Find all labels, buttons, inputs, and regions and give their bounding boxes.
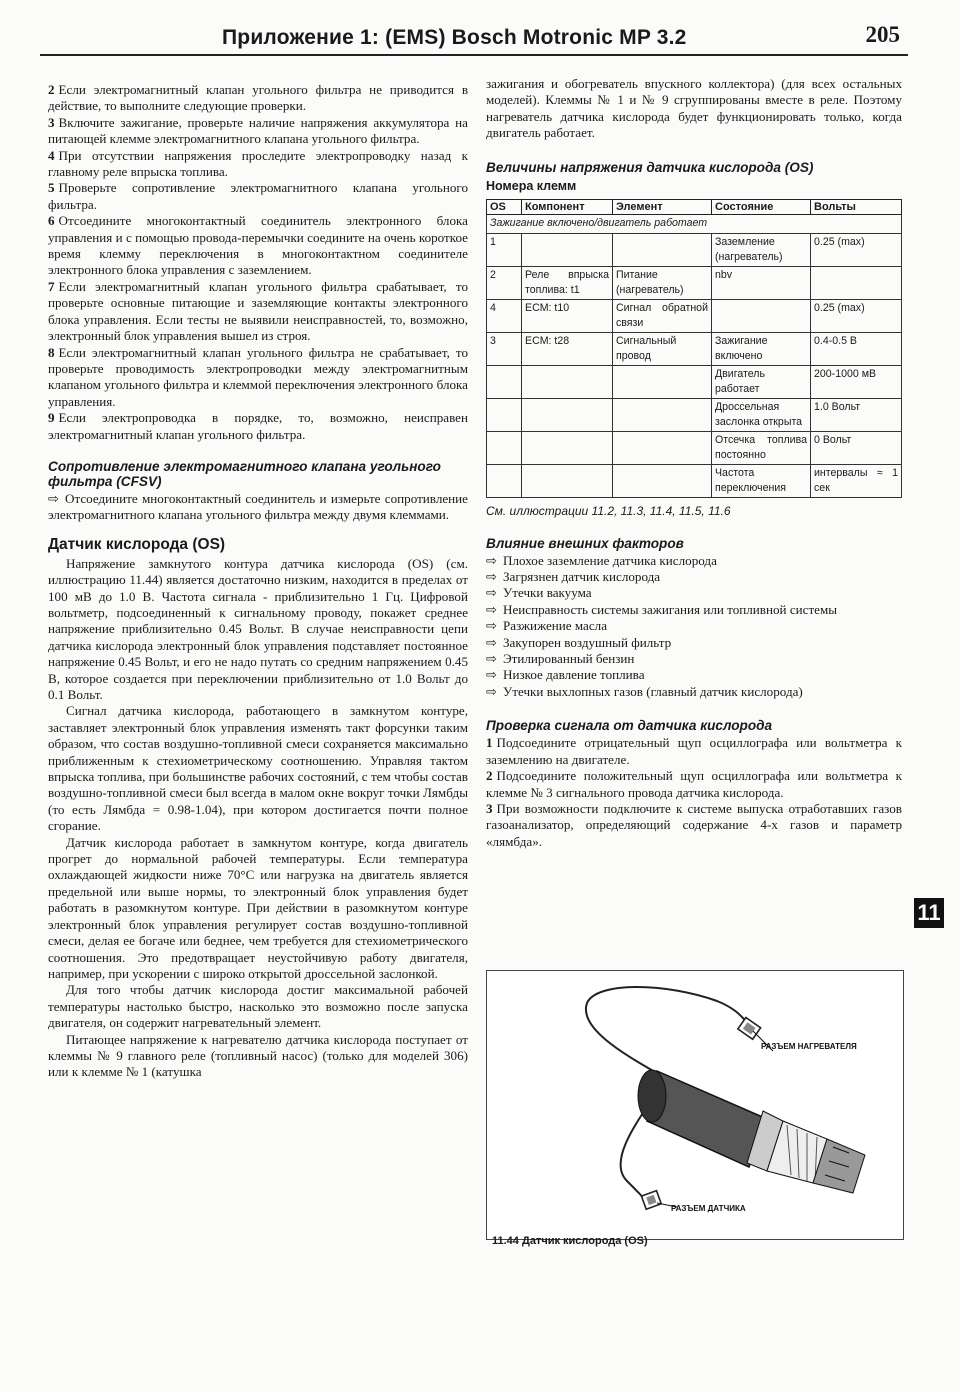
figure-caption: 11.44 Датчик кислорода (OS) bbox=[492, 1235, 648, 1247]
step-paragraph: 2 Если электромагнитный клапан угольного фильтра не приводится в действие, то выполните следующие проверки. bbox=[48, 82, 468, 114]
table-subheader-row bbox=[487, 214, 902, 233]
os-paragraph: Для того чтобы датчик кислорода достиг максимальной рабочей температуры настолько быстро, насколько это возможно после запуска двигателя, он содержит нагревательный элемент. bbox=[48, 982, 468, 1031]
table-cell: Сигнал обратной связи bbox=[613, 299, 712, 332]
table-cell: Питание (нагреватель) bbox=[613, 266, 712, 299]
table-cell: Реле впрыска топлива: t1 bbox=[522, 266, 613, 299]
table-cell: nbv bbox=[712, 266, 811, 299]
factor-item: ⇨ Неисправность системы зажигания или топливной системы bbox=[486, 601, 838, 617]
voltage-heading: Величины напряжения датчика кислорода (OS) bbox=[486, 159, 814, 175]
table-cell bbox=[522, 464, 613, 497]
factor-item: ⇨ Загрязнен датчик кислорода bbox=[486, 569, 661, 585]
table-cell: 3 bbox=[487, 332, 522, 365]
sensor-connector bbox=[641, 1191, 661, 1210]
factor-item: ⇨ Утечки выхлопных газов (главный датчик кислорода) bbox=[486, 683, 803, 699]
table-row bbox=[487, 365, 902, 398]
sensor-connector-label: РАЗЪЕМ ДАТЧИКА bbox=[671, 1204, 746, 1213]
table-cell bbox=[487, 431, 522, 464]
check-step: 1 Подсоедините отрицательный щуп осциллографа или вольтметра к заземлению на двигателе. bbox=[486, 735, 902, 767]
step-paragraph: 3 Включите зажигание, проверьте наличие напряжения аккумулятора на питающей клемме электромагнитного клапана угольного фильтра. bbox=[48, 114, 468, 147]
left-column bbox=[48, 82, 468, 1081]
arrow-right-icon: ⇨ bbox=[486, 601, 497, 617]
sensor-body bbox=[638, 1070, 865, 1193]
table-cell: ECM: t28 bbox=[522, 332, 613, 365]
table-cell: интервалы ≈ 1 сек bbox=[811, 464, 902, 497]
table-cell: 0.25 (max) bbox=[811, 233, 902, 266]
os-heading: Датчик кислорода (OS) bbox=[48, 535, 226, 553]
intro-paragraph: зажигания и обогреватель впускного коллектора) (для всех остальных моделей). Клеммы № 1 и № 9 сгруппированы вместе в реле. Поэтому нагреватель датчика кислорода будет функционировать только, когда двигатель работает. bbox=[486, 76, 902, 141]
factor-item: ⇨ Низкое давление топлива bbox=[486, 667, 645, 683]
arrow-right-icon: ⇨ bbox=[486, 585, 497, 601]
factors-heading: Влияние внешних факторов bbox=[486, 535, 684, 551]
table-header-cell: OS bbox=[487, 199, 522, 214]
table-row bbox=[487, 431, 902, 464]
page-number: 205 bbox=[865, 22, 900, 47]
step-paragraph: 6 Отсоедините многоконтактный соединитель электронного блока управления и с помощью провода-перемычки соедините на очень короткое время клемму переключения в многоконтактном соединителе электронного блока управления с заземлением. bbox=[48, 213, 468, 278]
table-row bbox=[487, 266, 902, 299]
factor-item: ⇨ Разжижение масла bbox=[486, 618, 608, 634]
table-cell: 1 bbox=[487, 233, 522, 266]
arrow-right-icon: ⇨ bbox=[486, 552, 497, 568]
table-header-row bbox=[487, 199, 902, 214]
table-cell bbox=[613, 431, 712, 464]
table-cell: 0.25 (max) bbox=[811, 299, 902, 332]
table-row bbox=[487, 233, 902, 266]
step-paragraph: 9 Если электропроводка в порядке, то, возможно, неисправен электромагнитный клапан угольного фильтра. bbox=[48, 410, 468, 442]
arrow-right-icon: ⇨ bbox=[486, 667, 497, 683]
table-subheader: Зажигание включено/двигатель работает bbox=[487, 214, 902, 233]
check-step: 2 Подсоедините положительный щуп осциллографа или вольтметра к клемме № 3 сигнального провода датчика кислорода. bbox=[486, 768, 902, 800]
table-cell: 0 Вольт bbox=[811, 431, 902, 464]
table-cell: 4 bbox=[487, 299, 522, 332]
arrow-right-icon: ⇨ bbox=[486, 683, 497, 699]
oxygen-sensor-figure bbox=[486, 970, 904, 1240]
table-header-cell: Компонент bbox=[522, 199, 613, 214]
os-paragraph: Питающее напряжение к нагревателю датчика кислорода поступает от клеммы № 9 главного реле (топливный насос) (только для моделей 306) или к клемме № 1 (катушка bbox=[48, 1031, 468, 1080]
os-paragraph: Сигнал датчика кислорода, работающего в замкнутом контуре, заставляет электронный блок управления изменять такт форсунки таким образом, что состав воздушно-топливной смеси сохраняется максимально приближенным к стехиометрическому соотношению. Управляя тактом впрыска топлива, при большинстве рабочих состояний, с тем чтобы состав воздушно-топливной смеси был всегда в малом окне вокруг точки Лямбды (то есть Лямбда = 0.98-1.04), при котором достигается почти полное сгорание. bbox=[48, 703, 468, 834]
table-cell bbox=[522, 233, 613, 266]
table-cell bbox=[487, 365, 522, 398]
arrow-right-icon: ⇨ bbox=[486, 618, 497, 634]
table-row bbox=[487, 332, 902, 365]
step-paragraph: 7 Если электромагнитный клапан угольного фильтра срабатывает, то проверьте основные питающие и заземляющие контакты электронного блока управления. Если тесты не выявили неисправностей, то, возможно, электронный блок управления вышел из строя. bbox=[48, 278, 468, 344]
table-row bbox=[487, 398, 902, 431]
table-cell bbox=[613, 398, 712, 431]
cfsv-paragraph: ⇨ Отсоедините многоконтактный соединитель и измерьте сопротивление электромагнитного клапана угольного фильтра между двумя клеммами. bbox=[48, 490, 468, 523]
arrow-right-icon: ⇨ bbox=[48, 490, 59, 506]
heater-wire bbox=[586, 987, 749, 1079]
table-cell: Дроссельная заслонка открыта bbox=[712, 398, 811, 431]
step-paragraph: 4 При отсутствии напряжения проследите электропроводку назад к главному реле впрыска топлива. bbox=[48, 147, 468, 180]
step-paragraph: 5 Проверьте сопротивление электромагнитного клапана угольного фильтра. bbox=[48, 180, 468, 212]
table-cell: 2 bbox=[487, 266, 522, 299]
os-paragraph: Напряжение замкнутого контура датчика кислорода (OS) (см. иллюстрацию 11.44) является достаточно низким, находится в пределах от 100 мВ до 1.0 В. Частота сигнала - приблизительно 1 Гц. Цифровой вольтметр, подсоединенный к сигнальному проводу, покажет среднее напряжение приблизительно 0.45 Вольт. В случае неисправности цепи датчика кислорода электронный блок управления подставляет постоянное напряжение 0.45 Вольт, и его не надо путать со средним напряжением 0.45 В, которое создается при переключении приблизительно от 1.0 Вольт до 0.1 Вольт. bbox=[48, 555, 468, 702]
factor-item: ⇨ Плохое заземление датчика кислорода bbox=[486, 552, 717, 568]
cfsv-heading: Сопротивление электромагнитного клапана угольного фильтра (CFSV) bbox=[48, 458, 441, 489]
arrow-right-icon: ⇨ bbox=[486, 569, 497, 585]
oxygen-sensor-illustration bbox=[487, 971, 903, 1239]
check-heading: Проверка сигнала от датчика кислорода bbox=[486, 718, 773, 734]
table-cell: ECM: t10 bbox=[522, 299, 613, 332]
factor-item: ⇨ Утечки вакуума bbox=[486, 585, 592, 601]
table-cell: Сигнальный провод bbox=[613, 332, 712, 365]
table-cell bbox=[522, 365, 613, 398]
table-header-cell: Вольты bbox=[811, 199, 902, 214]
table-cell bbox=[522, 431, 613, 464]
table-cell: 200-1000 мВ bbox=[811, 365, 902, 398]
table-cell bbox=[613, 233, 712, 266]
table-cell bbox=[613, 365, 712, 398]
table-cell: Отсечка топлива постоянно bbox=[712, 431, 811, 464]
page-title: Приложение 1: (EMS) Bosch Motronic MP 3.2 bbox=[222, 26, 687, 49]
table-cell bbox=[613, 464, 712, 497]
voltage-table bbox=[486, 199, 902, 498]
table-cell: 1.0 Вольт bbox=[811, 398, 902, 431]
os-paragraph: Датчик кислорода работает в замкнутом контуре, когда двигатель прогрет до нормальной рабочей температуры. Если температура охлаждающей жидкости ниже 70°С или нагрузка на двигатель является предельной или выше нормы, то электронный блок управления будет работать в разомкнутом контуре. При действии в разомкнутом контуре электронный блок управления регулирует состав воздушно-топливной смеси, делая ее богаче или беднее, чем требуется для стехиометрического соотношения. Это предотвращает неустойчивую работу двигателя, например, при ускорении с широко открытой дроссельной заслонкой. bbox=[48, 834, 468, 981]
see-illustrations: См. иллюстрации 11.2, 11.3, 11.4, 11.5, 11.6 bbox=[486, 503, 731, 518]
table-cell bbox=[522, 398, 613, 431]
page-header bbox=[40, 10, 908, 56]
table-header-cell: Состояние bbox=[712, 199, 811, 214]
table-cell bbox=[487, 398, 522, 431]
table-header-cell: Элемент bbox=[613, 199, 712, 214]
table-cell: Зажигание включено bbox=[712, 332, 811, 365]
arrow-right-icon: ⇨ bbox=[486, 651, 497, 667]
table-cell: Двигатель работает bbox=[712, 365, 811, 398]
table-cell bbox=[811, 266, 902, 299]
table-cell bbox=[712, 299, 811, 332]
table-cell bbox=[487, 464, 522, 497]
terminals-label: Номера клемм bbox=[486, 178, 577, 193]
chapter-tab: 11 bbox=[914, 898, 944, 928]
arrow-right-icon: ⇨ bbox=[486, 634, 497, 650]
factor-item: ⇨ Закупорен воздушный фильтр bbox=[486, 634, 672, 650]
table-row bbox=[487, 464, 902, 497]
table-row bbox=[487, 299, 902, 332]
factor-item: ⇨ Этилированный бензин bbox=[486, 651, 635, 667]
right-column bbox=[486, 76, 902, 850]
heater-connector-label: РАЗЪЕМ НАГРЕВАТЕЛЯ bbox=[761, 1042, 857, 1051]
check-step: 3 При возможности подключите к системе выпуска отработавших газов газоанализатор, определяющий содержание 4-х газов и параметр «лямбда». bbox=[486, 800, 902, 849]
table-cell: Заземление (нагреватель) bbox=[712, 233, 811, 266]
heater-connector bbox=[738, 1017, 761, 1039]
table-cell: Частота переключения bbox=[712, 464, 811, 497]
table-cell: 0.4-0.5 В bbox=[811, 332, 902, 365]
step-paragraph: 8 Если электромагнитный клапан угольного фильтра не срабатывает, то проверьте проводимость электропроводки между электромагнитным клапаном угольного фильтра и клеммой переключения электронного блока управления. bbox=[48, 344, 468, 409]
